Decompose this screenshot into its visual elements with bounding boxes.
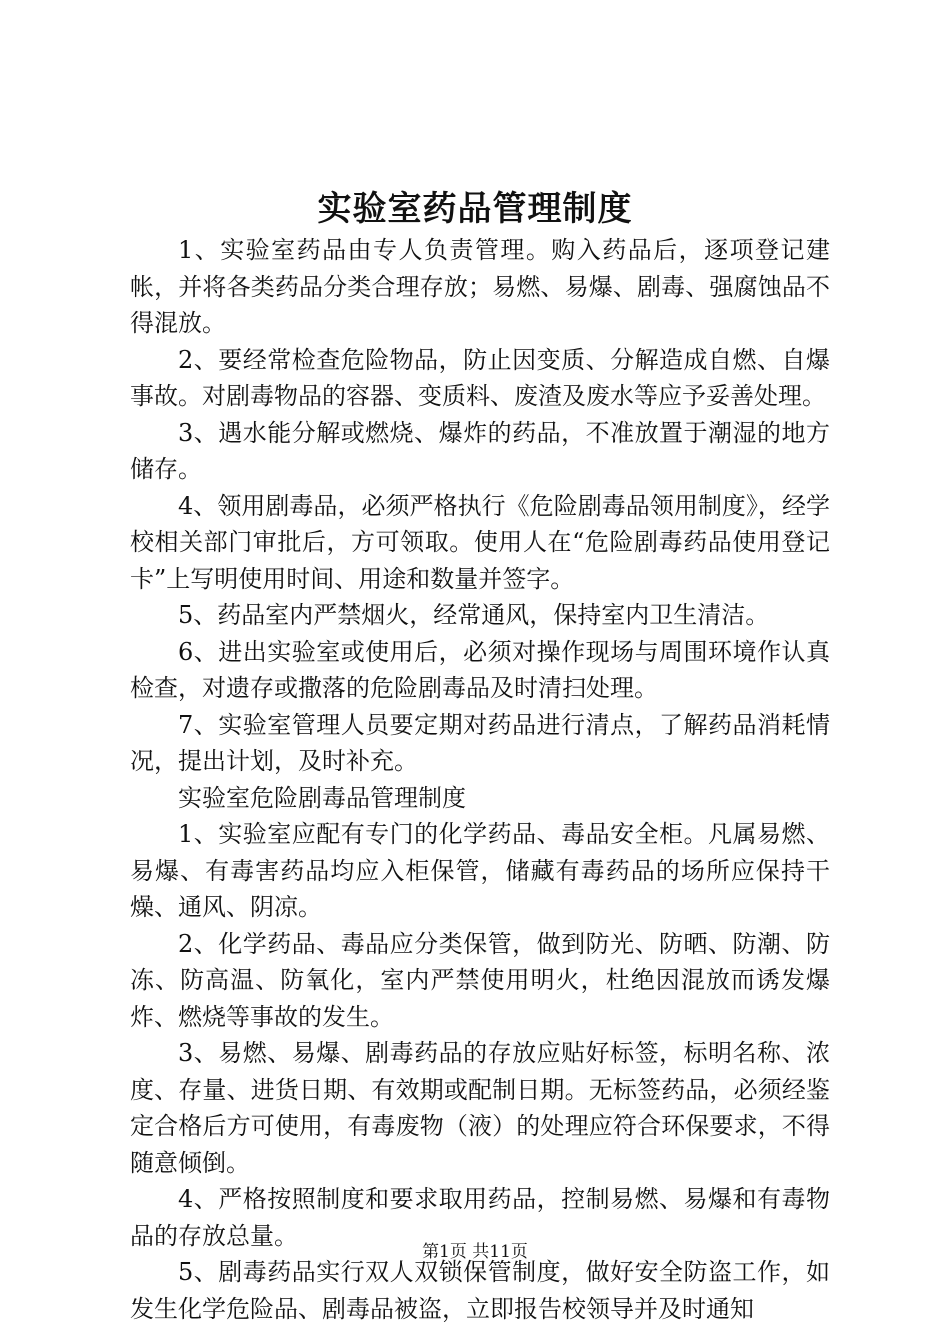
- paragraph-2: 2、要经常检查危险物品，防止因变质、分解造成自燃、自爆事故。对剧毒物品的容器、变质料、废渣及废水等应予妥善处理。: [130, 345, 830, 410]
- paragraph-1: 1、实验室药品由专人负责管理。购入药品后，逐项登记建帐，并将各类药品分类合理存放；易燃、易爆、剧毒、强腐蚀品不得混放。: [130, 236, 830, 337]
- document-title: 实验室药品管理制度: [317, 189, 633, 229]
- paragraph-3: 3、遇水能分解或燃烧、爆炸的药品，不准放置于潮湿的地方储存。: [130, 418, 830, 483]
- page-footer: 第1页 共11页: [422, 1242, 528, 1262]
- paragraph-9: 2、化学药品、毒品应分类保管，做到防光、防晒、防潮、防冻、防高温、防氧化，室内严禁使用明火，杜绝因混放而诱发爆炸、燃烧等事故的发生。: [130, 929, 830, 1031]
- paragraph-7: 7、实验室管理人员要定期对药品进行清点，了解药品消耗情况，提出计划，及时补充。: [130, 710, 830, 775]
- document-body: [130, 232, 830, 1327]
- paragraph-6: 6、进出实验室或使用后，必须对操作现场与周围环境作认真检查，对遗存或撒落的危险剧毒品及时清扫处理。: [130, 637, 830, 702]
- paragraph-4: 4、领用剧毒品，必须严格执行《危险剧毒品领用制度》，经学校相关部门审批后，方可领取。使用人在“危险剧毒药品使用登记卡”上写明使用时间、用途和数量并签字。: [130, 491, 830, 593]
- section-heading: 实验室危险剧毒品管理制度: [178, 783, 466, 812]
- paragraph-11: 4、严格按照制度和要求取用药品，控制易燃、易爆和有毒物品的存放总量。: [130, 1185, 830, 1250]
- paragraph-5: 5、药品室内严禁烟火，经常通风，保持室内卫生清洁。: [178, 601, 770, 629]
- paragraph-10: 3、易燃、易爆、剧毒药品的存放应贴好标签，标明名称、浓度、存量、进货日期、有效期或配制日期。无标签药品，必须经鉴定合格后方可使用，有毒废物（液）的处理应符合环保要求，不得随意倾倒。: [130, 1039, 830, 1177]
- paragraph-8: 1、实验室应配有专门的化学药品、毒品安全柜。凡属易燃、易爆、有毒害药品均应入柜保管，储藏有毒药品的场所应保持干燥、通风、阴凉。: [130, 820, 830, 921]
- paragraph-12: 5、剧毒药品实行双人双锁保管制度，做好安全防盗工作，如发生化学危险品、剧毒品被盗，立即报告校领导并及时通知: [130, 1258, 830, 1323]
